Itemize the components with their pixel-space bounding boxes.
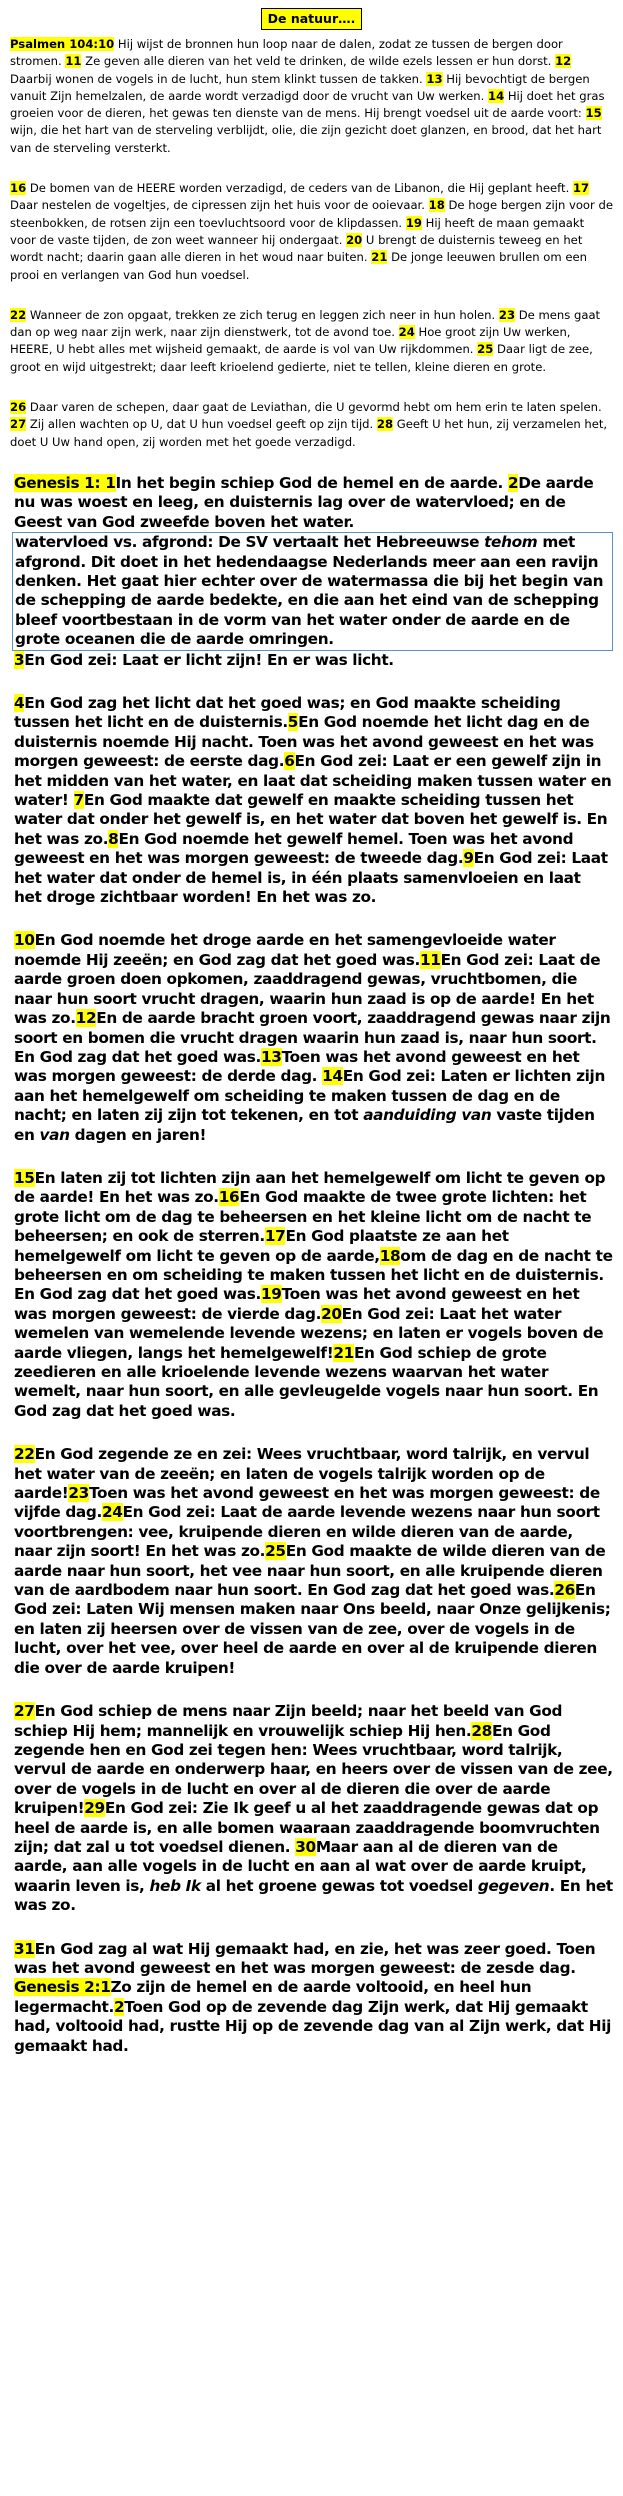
verse-text: Daar varen de schepen, daar gaat de Leviathan, die U gevormd hebt om hem erin te laten spelen.	[26, 400, 602, 415]
verse-text: En God zei: Laten er lichten zijn aan het hemelgewelf om scheiding te maken tussen de dag en de nacht; en laten zij zijn tot tekenen, en tot	[14, 1067, 605, 1125]
genesis-paragraph	[14, 931, 613, 1144]
verse-text: En laten zij tot lichten zijn aan het hemelgewelf om licht te geven op de aarde! En het was zo.	[14, 1168, 606, 1207]
verse-text: Hij bevochtigt de bergen vanuit Zijn hemelzalen, de aarde wordt verzadigd door de vrucht van Uw werken.	[10, 71, 590, 103]
verse-number: 11	[419, 950, 441, 969]
verse-number: 11	[65, 54, 82, 69]
verse-number: 31	[14, 1939, 35, 1958]
verse-text: Geeft U het hun, zij verzamelen het, doet U Uw hand open, zij worden met het goede verzadigd.	[10, 417, 608, 449]
verse-number: 12	[75, 1009, 97, 1028]
verse-number: 2	[113, 1997, 125, 2016]
genesis-paragraph	[14, 1169, 613, 1421]
verse-number: 18	[428, 198, 445, 213]
verse-text: En God zegende ze en zei: Wees vruchtbaar, word talrijk, en vervul het water van de zeeën; en laten de vogels talrijk worden op de aarde!	[14, 1445, 590, 1503]
italic-text: gegeven	[477, 1876, 550, 1895]
verse-text: En de aarde bracht groen voort, zaaddragend gewas naar zijn soort en bomen die vrucht dragen waarin hun zaad is, naar hun soort. En God zag dat het goed was.	[14, 1009, 611, 1066]
verse-text: De hoge bergen zijn voor de steenbokken, de rotsen zijn een toevluchtsoord voor de klipdassen.	[10, 198, 613, 230]
verse-number: 9	[463, 849, 474, 868]
verse-number: 22	[14, 1445, 35, 1464]
verse-text: watervloed vs. afgrond: De SV vertaalt het Hebreeuwse	[15, 533, 485, 552]
verse-text: En God maakte de wilde dieren van de aarde naar hun soort, het vee naar hun soort, en alle kruipende dieren van de aardbodem naar hun soort. En God zag dat het goed was.	[14, 1542, 606, 1600]
verse-text: De jonge leeuwen brullen om een prooi en verlangen van God hun voedsel.	[10, 250, 587, 282]
verse-number: 13	[426, 71, 443, 86]
verse-text: Hoe groot zijn Uw werken, HEERE, U hebt alles met wijsheid gemaakt, de aarde is vol van Uw rijkdommen.	[10, 325, 571, 357]
genesis-section	[0, 474, 623, 2056]
verse-text: En God noemde het gewelf hemel. Toen was het avond geweest en het was morgen geweest: de tweede dag.	[14, 829, 574, 868]
verse-number: 15	[14, 1168, 35, 1187]
translation-note-box	[12, 532, 613, 650]
italic-text: tehom	[484, 533, 538, 552]
verse-number: 17	[572, 181, 590, 196]
verse-text: Ze geven alle dieren van het veld te drinken, de wilde ezels lessen er hun dorst.	[81, 54, 556, 69]
verse-number: 27	[14, 1702, 35, 1721]
verse-text: dagen en jaren!	[69, 1125, 207, 1144]
verse-text: Toen was het avond geweest en het was morgen geweest: de vijfde dag.	[14, 1484, 600, 1522]
verse-text: Toen God op de zevende dag Zijn werk, dat Hij gemaakt had, voltooid had, rustte Hij op de zevende dag van al Zijn werk, dat Hij gemaakt had.	[14, 1997, 611, 2055]
verse-number: 20	[321, 1304, 342, 1323]
verse-number: 25	[265, 1542, 286, 1561]
verse-number: 29	[84, 1799, 105, 1818]
verse-number: 4	[14, 694, 25, 712]
verse-text: U brengt de duisternis teweeg en het wordt nacht; daarin gaan alle dieren in het woud naar buiten.	[10, 232, 583, 265]
verse-number: 16	[10, 181, 27, 196]
verse-text: En God zei: Laten Wij mensen maken naar Ons beeld, naar Onze gelijkenis; en laten zij heersen over de vissen van de zee, over de vogels in de lucht, over het vee, over heel de aarde en over al de kruipende dieren die over de aarde kruipen!	[14, 1581, 611, 1677]
genesis-paragraph	[14, 1445, 613, 1678]
verse-number: 23	[498, 307, 516, 322]
psalm-paragraph	[10, 180, 613, 284]
verse-number: 14	[322, 1067, 343, 1086]
verse-number: 25	[477, 342, 494, 357]
italic-text: heb Ik	[149, 1876, 201, 1895]
verse-number: 15	[585, 106, 602, 121]
verse-text: En God zei: Laat het water wemelen van wemelende levende wezens; en laten er vogels boven de aarde vliegen, langs het hemelgewelf!	[14, 1304, 604, 1362]
verse-text: wijn, die het hart van de sterveling verblijdt, olie, die zijn gezicht doet glanzen, en brood, dat het hart van de sterveling versterkt.	[10, 123, 602, 155]
italic-text: aanduiding van	[363, 1106, 492, 1125]
verse-number: 16	[218, 1188, 240, 1207]
verse-text: En God zei: Laat het water dat onder de hemel is, in één plaats samenvloeien en laat het droge zichtbaar worden! En het was zo.	[14, 849, 608, 907]
verse-text: Hij wijst de bronnen hun loop naar de dalen, zodat ze tussen de bergen door stromen.	[10, 37, 563, 69]
verse-number: 21	[371, 250, 388, 265]
verse-number: 8	[108, 829, 119, 848]
genesis-paragraph	[14, 1702, 613, 1915]
verse-text: En God zei: Laat er licht zijn! En er was licht.	[24, 650, 394, 669]
verse-text: En God noemde het droge aarde en het samengevloeide water noemde Hij zeeën; en God zag dat het goed was.	[14, 931, 556, 969]
verse-text: En God schiep de grote zeedieren en alle krioelende levende wezens waarvan het water wemelt, naar hun soort, en alle gevleugelde vogels naar hun soort. En God zag dat het goed was.	[14, 1343, 599, 1420]
italic-text: van	[39, 1125, 70, 1144]
verse-number: 14	[488, 88, 505, 103]
verse-text: De mens gaat dan op weg naar zijn werk, naar zijn dienstwerk, tot de avond toe.	[10, 307, 601, 340]
verse-text: En God zag het licht dat het goed was; en God maakte scheiding tussen het licht en de duisternis.	[14, 694, 561, 732]
verse-text: En God noemde het licht dag en de duisternis noemde Hij nacht. Toen was het avond geweest en het was morgen geweest: de eerste dag.	[14, 713, 594, 771]
verse-number: 26	[554, 1581, 575, 1600]
verse-text: Hij doet het gras groeien voor de dieren, het gewas ten dienste van de mens. Hij brengt voedsel uit de aarde voort:	[10, 88, 605, 121]
verse-text: Daar ligt de zee, groot en wijd uitgestrekt; daar leeft krioelend gedierte, niet te tellen, kleine dieren en grote.	[10, 342, 593, 374]
verse-text: En God maakte de twee grote lichten: het grote licht om de dag te beheersen en het kleine licht om de nacht te beheersen; en ook de sterren.	[14, 1188, 592, 1246]
verse-text: En God zei: Zie Ik geef u al het zaaddragende gewas dat op heel de aarde is, en alle bomen waaraan zaaddragende boomvruchten zijn; dat zal u tot voedsel dienen.	[14, 1799, 600, 1856]
verse-text: Zo zijn de hemel en de aarde voltooid, en heel hun legermacht.	[14, 1978, 532, 2016]
verse-number: 23	[68, 1484, 89, 1503]
verse-text: Hij heeft de maan gemaakt voor de vaste tijden, de zon weet wanneer hij ondergaat.	[10, 215, 585, 247]
verse-text: De bomen van de HEERE worden verzadigd, de ceders van de Libanon, die Hij geplant heeft.	[26, 181, 573, 196]
verse-text: En God maakte dat gewelf en maakte scheiding tussen het water dat onder het gewelf is, en het water dat boven het gewelf is. En het was zo.	[14, 791, 608, 848]
verse-text: Maar aan al de dieren van de aarde, aan alle vogels in de lucht en aan al wat over de aarde kruipt, waarin leven is,	[14, 1837, 587, 1895]
verse-text: Zij allen wachten op U, dat U hun voedsel geeft op zijn tijd.	[26, 417, 377, 432]
verse-text: En God zei: Laat de aarde levende wezens naar hun soort voortbrengen: vee, kruipende dieren en wilde dieren van de aarde, naar zijn soort! En het was zo.	[14, 1503, 600, 1561]
verse-number: 21	[333, 1343, 354, 1362]
verse-text: . En het was zo.	[14, 1876, 613, 1915]
verse-text: vaste tijden en	[14, 1106, 595, 1144]
verse-number: 27	[10, 417, 27, 432]
verse-text: Daarbij wonen de vogels in de lucht, hun stem klinkt tussen de takken.	[10, 71, 427, 86]
verse-number: 7	[73, 791, 84, 810]
genesis-paragraph	[14, 694, 613, 907]
psalm-104-section	[0, 36, 623, 451]
genesis-paragraph	[14, 474, 613, 670]
verse-text: En God plaatste ze aan het hemelgewelf om licht te geven op de aarde,	[14, 1227, 509, 1265]
verse-text: Wanneer de zon opgaat, trekken ze zich terug en leggen zich neer in hun holen.	[26, 307, 499, 322]
psalm-paragraph	[10, 307, 613, 376]
verse-number: 30	[295, 1837, 316, 1856]
verse-number: 24	[101, 1503, 123, 1522]
verse-number: 28	[376, 417, 394, 432]
page-title: De natuur….	[261, 8, 363, 30]
verse-text: al het groene gewas tot voedsel	[200, 1876, 478, 1895]
verse-number: 19	[405, 215, 422, 230]
verse-number: Genesis 2:1	[14, 1978, 111, 1997]
verse-number: 28	[471, 1721, 492, 1740]
verse-text: Toen was het avond geweest en het was morgen geweest: de vierde dag.	[14, 1285, 580, 1323]
verse-number: Psalmen 104:10	[10, 37, 115, 51]
verse-number: 20	[346, 232, 363, 247]
verse-number: 13	[261, 1047, 282, 1066]
verse-text: met afgrond. Dit doet in het hedendaagse Nederlands meer aan een ravijn denken. Het gaat hier echter over de watermassa die bij het begin van de schepping de aarde bedekte, en die aan het eind van de schepping bleef voortbestaan in de vorm van het water onder de aarde en de grote oceanen die de aarde omringen.	[15, 533, 604, 649]
verse-number: 18	[379, 1246, 401, 1265]
verse-text: Toen was het avond geweest en het was morgen geweest: de derde dag.	[14, 1047, 580, 1086]
verse-text: Daar nestelen de vogeltjes, de cipressen zijn het huis voor de ooievaar.	[10, 198, 429, 213]
verse-text: In het begin schiep God de hemel en de aarde.	[115, 473, 508, 492]
verse-number: 10	[14, 931, 35, 950]
verse-text: En God zei: Laat de aarde groen doen opkomen, zaaddragend gewas, vruchtbomen, die naar hun soort vrucht dragen, waarin hun zaad is op de aarde! En het was zo.	[14, 950, 601, 1028]
verse-text: om de dag en de nacht te beheersen en om scheiding te maken tussen het licht en de duisternis. En God zag dat het goed was.	[14, 1246, 613, 1304]
verse-number: 24	[398, 325, 415, 340]
verse-number: 26	[10, 400, 27, 415]
verse-number: 17	[264, 1227, 286, 1246]
verse-text: En God zegende hen en God zei tegen hen: Wees vruchtbaar, word talrijk, vervul de aarde en onderwerp haar, en heers over de vissen van de zee, over de vogels in de lucht en over al de dieren die over de aarde kruipen!	[14, 1721, 613, 1818]
verse-text: En God zei: Laat er een gewelf zijn in het midden van het water, en laat dat scheiding maken tussen water en water!	[14, 752, 612, 810]
verse-number: 2	[507, 473, 519, 492]
verse-number: 3	[14, 650, 25, 669]
genesis-paragraph	[14, 1940, 613, 2056]
title-bar	[0, 0, 623, 36]
verse-number: 5	[287, 713, 299, 732]
verse-text: En God schiep de mens naar Zijn beeld; naar het beeld van God schiep Hij hem; mannelijk en vrouwelijk schiep Hij hen.	[14, 1702, 563, 1740]
verse-number: 12	[555, 54, 572, 69]
psalm-paragraph	[10, 36, 613, 157]
verse-text: De aarde nu was woest en leeg, en duisternis lag over de watervloed; en de Geest van God zweefde boven het water.	[14, 473, 594, 531]
verse-number: Genesis 1: 1	[14, 473, 116, 492]
psalm-paragraph	[10, 399, 613, 451]
verse-number: 6	[284, 752, 295, 771]
verse-number: 22	[10, 307, 27, 322]
verse-number: 19	[261, 1285, 282, 1304]
verse-text: En God zag al wat Hij gemaakt had, en zie, het was zeer goed. Toen was het avond geweest en het was morgen geweest: de zesde dag.	[14, 1939, 596, 1977]
